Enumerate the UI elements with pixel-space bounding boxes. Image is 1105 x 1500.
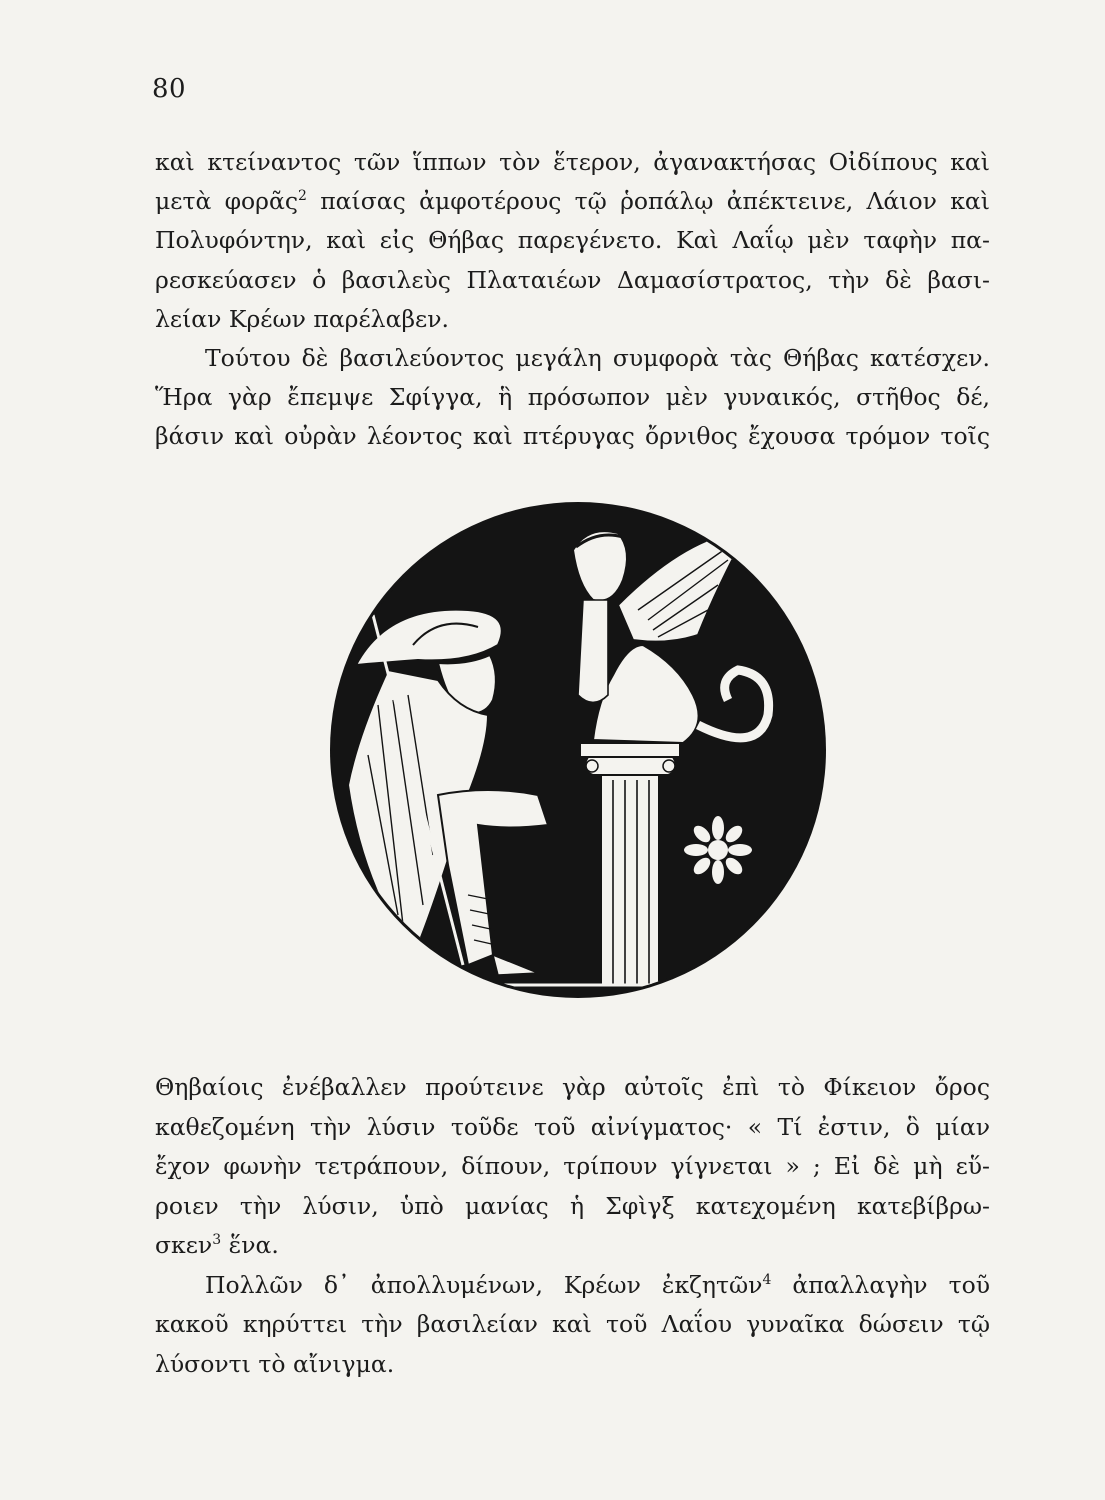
text-line: Τούτου δὲ βασιλεύοντος μεγάλη συμφορὰ τὰς Θήβας κατέσχεν. bbox=[205, 343, 990, 372]
bottom-paragraphs bbox=[155, 1068, 990, 1384]
footnote-ref: 3 bbox=[212, 1232, 222, 1249]
text-line: μετὰ φορᾶς$^2$ παίσας ἀμφοτέρους τῷ ῥοπάλῳ ἀπέκτεινε, Λάιον καὶ bbox=[155, 187, 990, 216]
text-line: κακοῦ κηρύττει τὴν βασιλείαν καὶ τοῦ Λαΐου γυναῖκα δώσειν τῷ bbox=[155, 1310, 990, 1338]
text-line: καὶ κτείναντος τῶν ἵππων τὸν ἕτερον, ἀγανακτήσας Οἰδίπους καὶ bbox=[155, 148, 990, 176]
text-line: ρεσκεύασεν ὁ βασιλεὺς Πλαταιέων Δαμασίστρατος, τὴν δὲ βασι- bbox=[155, 265, 990, 294]
ionic-column-figure bbox=[601, 775, 659, 985]
text-line: Πολλῶν δ᾽ ἀπολλυμένων, Κρέων ἐκζητῶν$^4$ ἀπαλλαγὴν τοῦ bbox=[205, 1270, 991, 1299]
footnote-ref: 2 bbox=[298, 188, 307, 205]
text-line: λείαν Κρέων παρέλαβεν. bbox=[155, 304, 449, 333]
text-line: σκεν$^3$ ἕνα. bbox=[155, 1231, 279, 1259]
footnote-ref: 4 bbox=[762, 1271, 772, 1288]
text-line: ἔχον φωνὴν τετράπουν, δίπουν, τρίπουν γίγνεται » ; Εἰ δὲ μὴ εὕ- bbox=[155, 1152, 990, 1180]
text-line: ροιεν τὴν λύσιν, ὑπὸ μανίας ἡ Σφὶγξ κατεχομένη κατεβίβρω- bbox=[155, 1191, 990, 1220]
text-line: Θηβαίοις ἐνέβαλλεν προύτεινε γὰρ αὐτοῖς ἐπὶ τὸ Φίκειον ὄρος bbox=[155, 1073, 990, 1101]
text-line: βάσιν καὶ οὐρὰν λέοντος καὶ πτέρυγας ὄρνιθος ἔχουσα τρόμον τοῖς bbox=[155, 422, 990, 451]
oedipus-sphinx-illustration bbox=[318, 495, 838, 1005]
top-paragraphs bbox=[155, 143, 990, 457]
text-line: λύσοντι τὸ αἴνιγμα. bbox=[155, 1349, 395, 1378]
text-line: Ἥρα γὰρ ἔπεμψε Σφίγγα, ἣ πρόσωπον μὲν γυναικός, στῆθος δέ, bbox=[155, 383, 990, 412]
text-line: καθεζομένη τὴν λύσιν τοῦδε τοῦ αἰνίγματος· « Τί ἐστιν, ὃ μίαν bbox=[155, 1112, 990, 1141]
text-line: Πολυφόντην, καὶ εἰς Θήβας παρεγένετο. Καὶ Λαΐῳ μὲν ταφὴν πα- bbox=[155, 226, 990, 255]
page-number: 80 bbox=[152, 74, 187, 104]
